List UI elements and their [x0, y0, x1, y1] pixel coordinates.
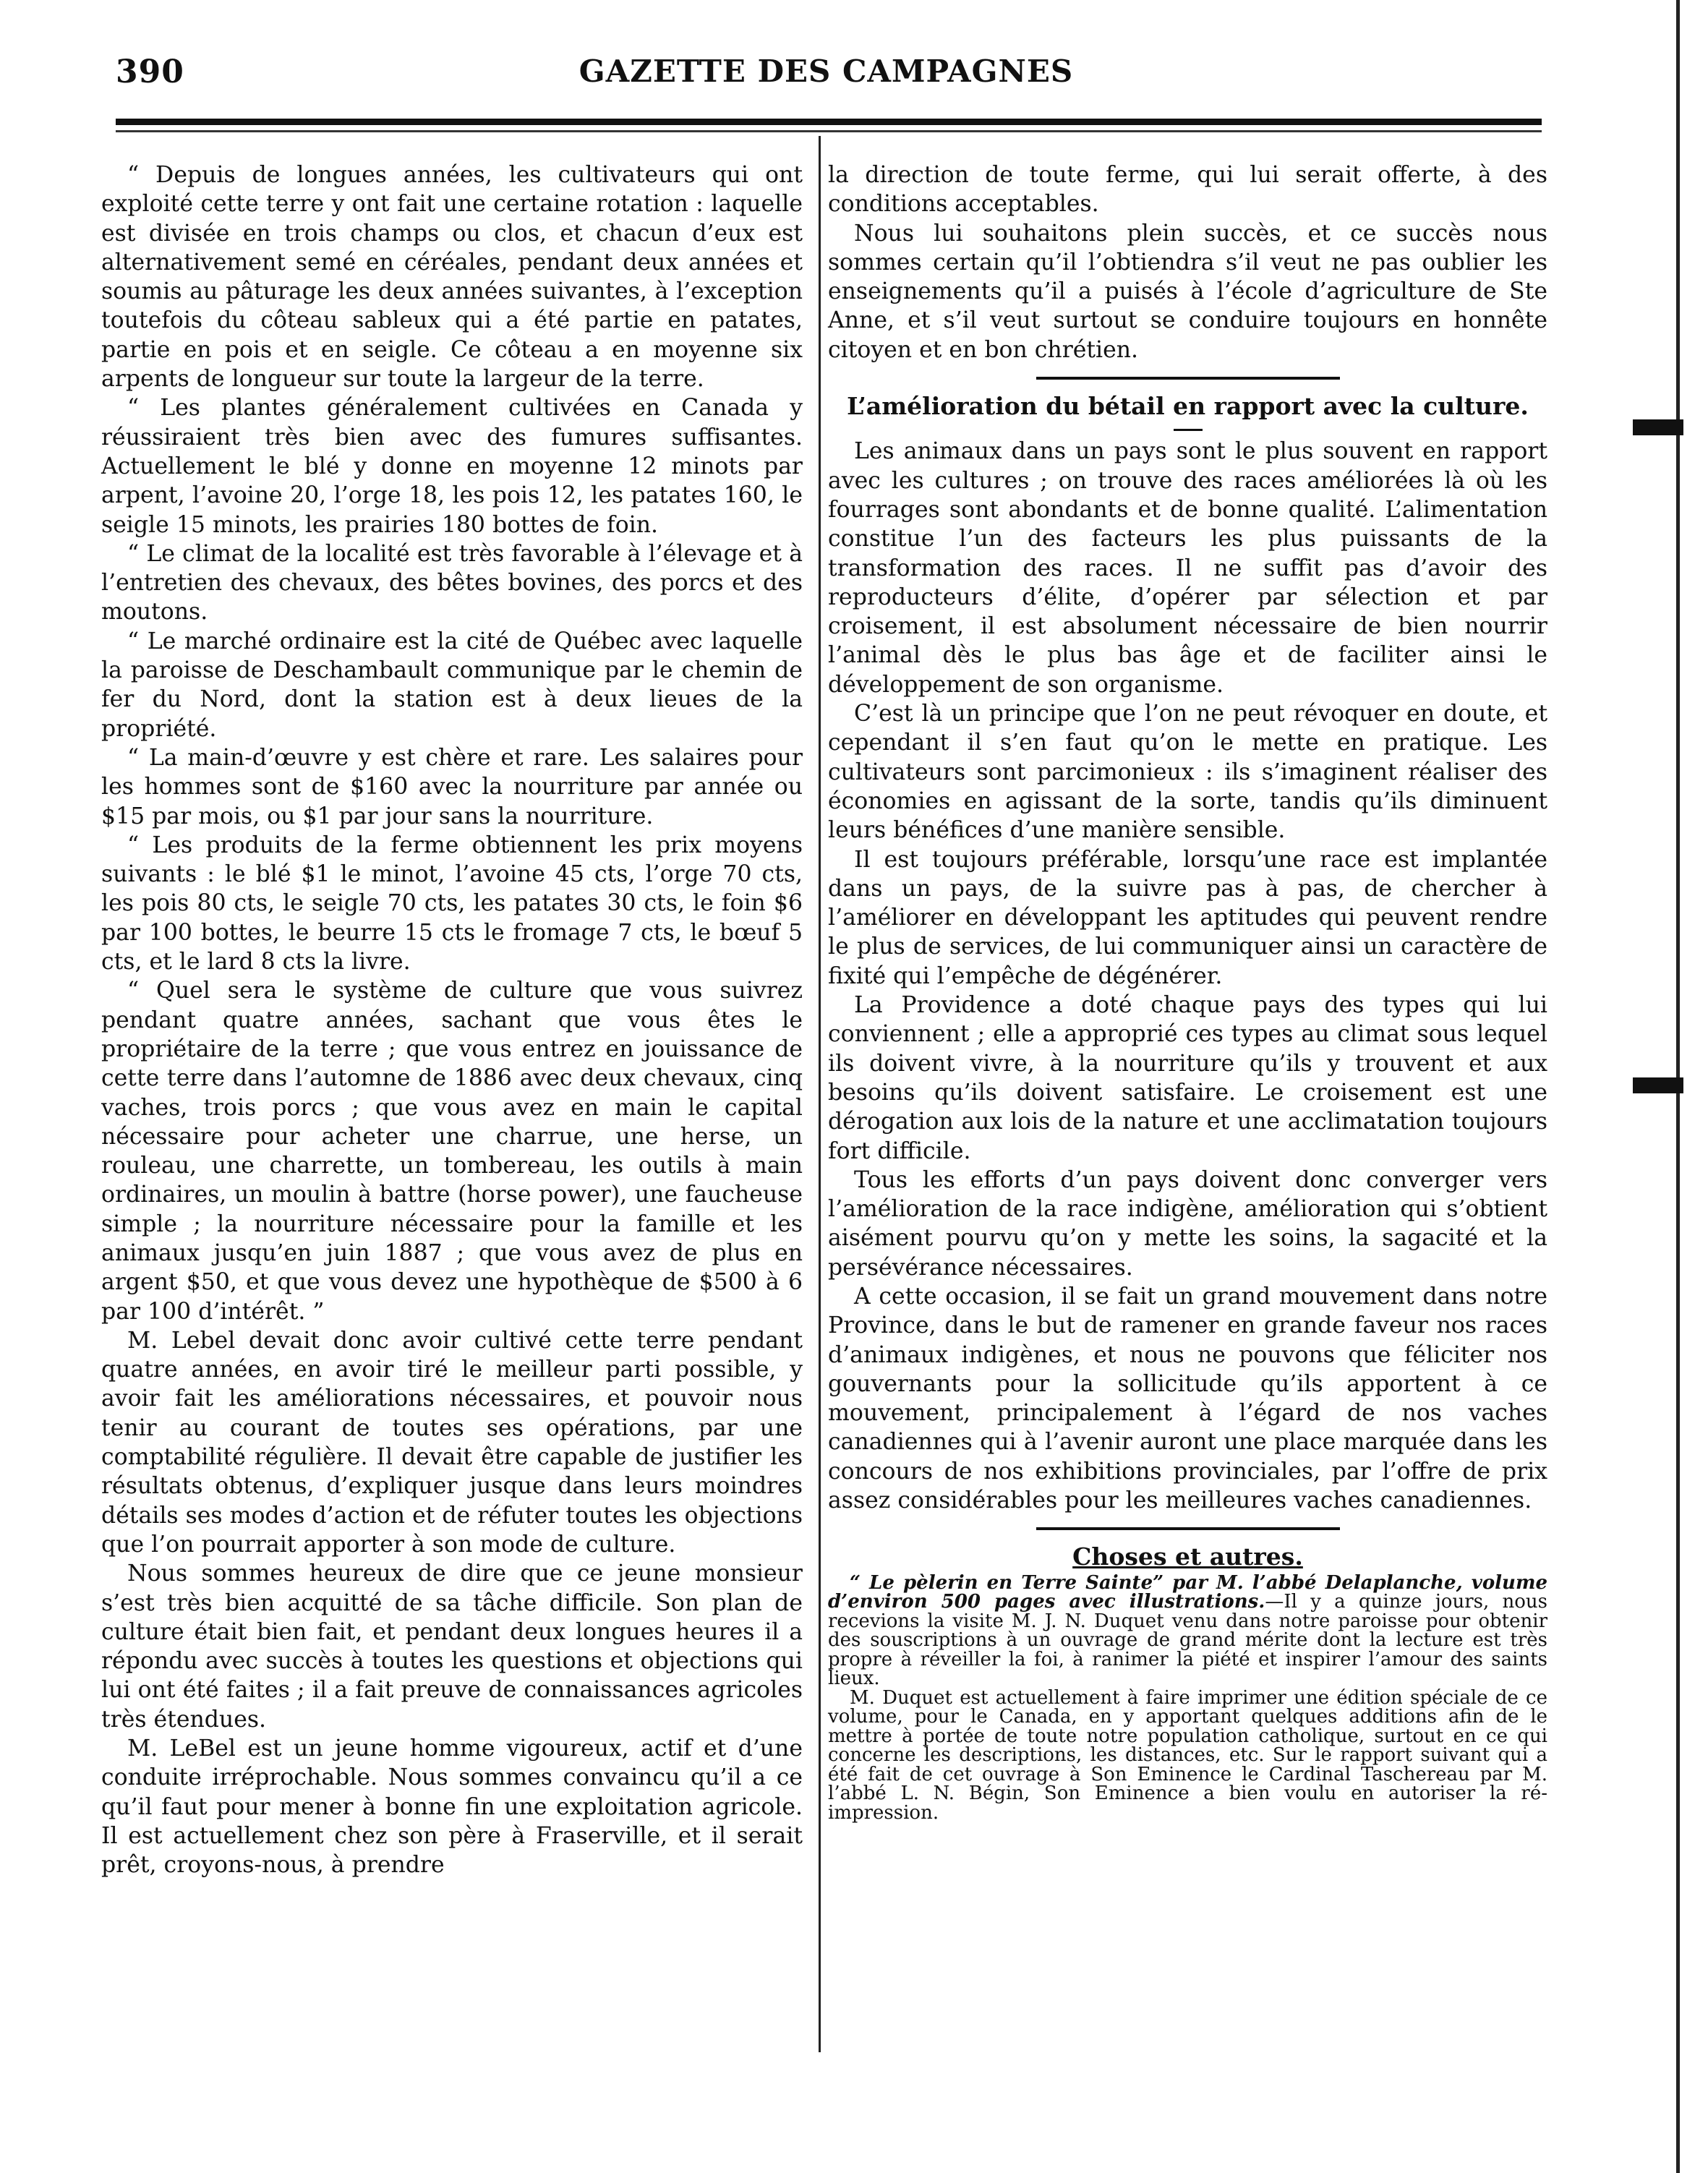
- paragraph: “ Quel sera le système de culture que vous suivrez pendant quatre années, sachant que vous êtes le propriétaire de la terre ; que vous entrez en jouissance de cette terre dans l’automne de 1886 avec deux chevaux, cinq vaches, trois porcs ; que vous avez en main le capital nécessaire pour acheter une charrue, une herse, un rouleau, une charrette, un tombereau, les outils à main ordinaires, un moulin à battre (horse power), une faucheuse simple ; la nourriture nécessaire pour la famille et les animaux jusqu’en juin 1887 ; que vous avez de plus en argent $50, et que vous devez une hypothèque de $500 à 6 par 100 d’intérêt. ”: [101, 978, 803, 1325]
- paragraph: “ Les plantes généralement cultivées en Canada y réussiraient très bien avec des fumures suffisantes. Actuellement le blé y donne en moyenne 12 minots par arpent, l’avoine 20, l’orge 18, les pois 12, les patates 160, le seigle 15 minots, les prairies 180 bottes de foin.: [101, 395, 803, 538]
- news-items: [828, 1571, 1547, 1824]
- news-body: —Il y a quinze jours, nous recevions la visite M. J. N. Duquet venu dans notre paroisse pour obtenir des souscriptions à un ouvrage de grand mérite dont la lecture est très propre à réveiller la foi, à ranimer la piété et inspirer l’amour des saints lieux.: [828, 1591, 1547, 1690]
- paragraph: Nous lui souhaitons plein succès, et ce succès nous sommes certain qu’il l’obtiendra s’il veut ne pas oublier les enseignements qu’il a puisés à l’école d’agriculture de Ste Anne, et s’il veut surtout se conduire toujours en honnête citoyen et en bon chrétien.: [828, 220, 1547, 363]
- news-lead: “ Le pèlerin en Terre Sainte” par M. l’abbé Delaplanche, volume d’environ 500 pages avec illustrations.: [828, 1571, 1547, 1613]
- page-header: [116, 54, 1537, 97]
- news-section-title: Choses et autres.: [1072, 1542, 1303, 1571]
- news-item: M. Duquet est actuellement à faire imprimer une édition spéciale de ce volume, pour le Canada, en y apportant quelques additions afin de le mettre à portée de toute notre population catholique, surtout en ce qui concerne les descriptions, les distances, etc. Sur le rapport suivant qui a été fait de cet ouvrage à Son Eminence le Cardinal Taschereau par M. l’abbé L. N. Bégin, Son Eminence a bien voulu en autoriser la ré-impression.: [828, 1686, 1547, 1824]
- header-rule-thin: [116, 130, 1542, 132]
- paragraph: “ Depuis de longues années, les cultivateurs qui ont exploité cette terre y ont fait une certaine rotation : laquelle est divisée en trois champs ou clos, et chacun d’eux est alternativement semé en céréales, pendant deux années et soumis au pâturage les deux années suivantes, à l’exception toutefois du côteau sableux qui a été partie en patates, partie en pois et en seigle. Ce côteau a en moyenne six arpents de longueur sur toute la largeur de la terre.: [101, 162, 803, 393]
- paragraph: “ La main-d’œuvre y est chère et rare. Les salaires pour les hommes sont de $160 avec la nourriture par année ou $15 par mois, ou $1 par jour sans la nourriture.: [101, 744, 803, 829]
- column-divider: [819, 136, 821, 2052]
- binding-mark: [1633, 419, 1683, 435]
- binding-mark: [1633, 1077, 1683, 1093]
- continued-paragraph: la direction de toute ferme, qui lui serait offerte, à des conditions acceptables.: [828, 162, 1547, 218]
- paragraph: Il est toujours préférable, lorsqu’une race est implantée dans un pays, de la suivre pas à pas, de chercher à l’améliorer en développant les aptitudes qui peuvent rendre le plus de services, de lui communiquer ainsi un caractère de fixité qui l’empêche de dégénérer.: [828, 846, 1547, 989]
- paragraph: Tous les efforts d’un pays doivent donc converger vers l’amélioration de la race indigène, amélioration qui s’obtient aisément pourvu qu’on y mette les soins, la sagacité et la persévérance nécessaires.: [828, 1166, 1547, 1281]
- paragraph: La Providence a doté chaque pays des types qui lui conviennent ; elle a approprié ces types au climat sous lequel ils doivent vivre, à la nourriture qu’ils y trouvent et aux besoins qu’ils doivent satisfaire. Le croisement est une dérogation aux lois de la nature et une acclimatation toujours fort difficile.: [828, 992, 1547, 1164]
- paragraph: C’est là un principe que l’on ne peut révoquer en doute, et cependant il s’en faut qu’on le mette en pratique. Les cultivateurs sont parcimonieux : ils s’imaginent réaliser des économies en agissant de la sorte, tandis qu’ils diminuent leurs bénéfices d’une manière sensible.: [828, 701, 1547, 844]
- title-dash: [828, 422, 1547, 437]
- section-separator: [828, 369, 1547, 388]
- paragraph: “ Le climat de la localité est très favorable à l’élevage et à l’entretien des chevaux, des bêtes bovines, des porcs et des moutons.: [101, 540, 803, 626]
- right-column: [828, 161, 1547, 1822]
- paragraph: “ Les produits de la ferme obtiennent les prix moyens suivants : le blé $1 le minot, l’avoine 45 cts, l’orge 70 cts, les pois 80 cts, le seigle 70 cts, les patates 30 cts, le foin $6 par 100 bottes, le beurre 15 cts le fromage 7 cts, le bœuf 5 cts, et le lard 8 cts la livre.: [101, 832, 803, 975]
- paragraph: M. Lebel devait donc avoir cultivé cette terre pendant quatre années, en avoir tiré le meilleur parti possible, y avoir fait les améliorations nécessaires, et pouvoir nous tenir au courant de toutes ses opérations, par une comptabilité régulière. Il devait être capable de justifier les résultats obtenus, d’expliquer jusque dans leurs moindres détails ses modes d’action et de réfuter toutes les objections que l’on pourrait apporter à son mode de culture.: [101, 1327, 803, 1558]
- section-separator: [828, 1519, 1547, 1538]
- paragraph: Les animaux dans un pays sont le plus souvent en rapport avec les cultures ; on trouve des races améliorées là où les fourrages sont abondants et de bonne qualité. L’alimentation constitue l’un des facteurs les plus puissants de la transformation des races. Il ne suffit pas d’avoir des reproducteurs d’élite, d’opérer par sélection et par croisement, il est absolument nécessaire de bien nourrir l’animal dès le plus bas âge et de faciliter ainsi le développement de son organisme.: [828, 438, 1547, 698]
- header-rule-thick: [116, 119, 1542, 125]
- paragraph: Nous sommes heureux de dire que ce jeune monsieur s’est très bien acquitté de sa tâche difficile. Son plan de culture était bien fait, et pendant deux longues heures il a répondu avec succès à toutes les questions et objections qui lui ont été faites ; il a fait preuve de connaissances agricoles très étendues.: [101, 1561, 803, 1733]
- article-title: L’amélioration du bétail en rapport avec la culture.: [847, 392, 1529, 421]
- paragraph: A cette occasion, il se fait un grand mouvement dans notre Province, dans le but de ramener en grande faveur nos races d’animaux indigènes, et nous ne pouvons que féliciter nos gouvernants pour la sollicitude qu’ils apportent à ce mouvement, principalement à l’égard de nos vaches canadiennes qui à l’avenir auront une place marquée dans les concours de nos exhibitions provinciales, par l’offre de prix assez considérables pour les meilleures vaches canadiennes.: [828, 1283, 1547, 1514]
- news-item: [828, 1571, 1547, 1690]
- paragraph: “ Le marché ordinaire est la cité de Québec avec laquelle la paroisse de Deschambault communique par le chemin de fer du Nord, dont la station est à deux lieues de la propriété.: [101, 628, 803, 742]
- left-column: [101, 161, 803, 1880]
- running-head-title: GAZETTE DES CAMPAGNES: [578, 54, 1074, 89]
- paragraph: M. LeBel est un jeune homme vigoureux, actif et d’une conduite irréprochable. Nous sommes convaincu qu’il a ce qu’il faut pour mener à bonne fin une exploitation agricole. Il est actuellement chez son père à Fraserville, et il serait prêt, croyons-nous, à prendre: [101, 1736, 803, 1879]
- page-number: 390: [116, 54, 184, 90]
